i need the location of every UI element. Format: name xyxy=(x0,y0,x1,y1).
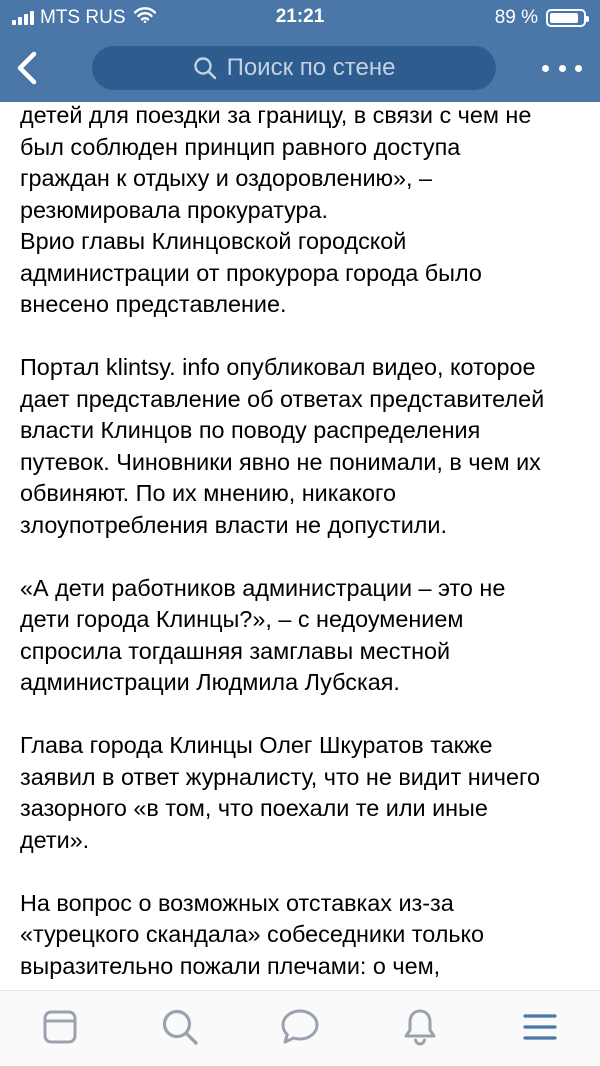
header xyxy=(0,0,600,102)
article-text: детей для поездки за границу, в связи с чем не был соблюден принцип равного доступа граждан к отдыху и оздоровлению», – резюмировала прокуратура. Врио главы Клинцовской городской администрации от прокурора города было внесено представление. Портал klintsy. info опубликовал видео, которое дает представление об ответах представителей власти Клинцов по поводу распределения путевок. Чиновники явно не понимали, в чем их обвиняют. По их мнению, никакого злоупотребления власти не допустили. «А дети работников администрации – это не дети города Клинцы?», – с недоумением спросила тогдашняя замглавы местной администрации Людмила Лубская. Глава города Клинцы Олег Шкуратов также заявил в ответ журналисту, что не видит ничего зазорного «в том, что поехали те или иные дети». На вопрос о возможных отставках из-за «турецкого скандала» собеседники только выразительно пожали плечами: о чем, xyxy=(20,102,545,979)
news-icon xyxy=(42,1009,78,1045)
battery-level xyxy=(550,13,578,23)
search-placeholder: Поиск по стене xyxy=(226,54,396,81)
tab-notifications[interactable] xyxy=(400,1007,440,1047)
chevron-left-icon xyxy=(8,46,52,90)
search-input[interactable] xyxy=(92,46,496,90)
back-button[interactable] xyxy=(8,46,52,90)
status-right xyxy=(495,7,586,29)
article-content xyxy=(20,0,586,990)
tab-search[interactable] xyxy=(160,1007,200,1047)
search-icon xyxy=(193,56,217,80)
status-bar xyxy=(0,0,600,34)
tab-bar xyxy=(0,990,600,1066)
battery-percent: 89 % xyxy=(494,7,538,28)
search-icon xyxy=(161,1008,199,1046)
battery-icon xyxy=(546,9,586,27)
messages-icon xyxy=(280,1008,320,1046)
nav-bar xyxy=(0,34,600,102)
menu-icon xyxy=(522,1011,558,1043)
more-button[interactable] xyxy=(542,56,582,80)
tab-news[interactable] xyxy=(40,1007,80,1047)
carrier-label: MTS RUS xyxy=(40,7,126,28)
more-dots-icon xyxy=(542,65,549,72)
tab-messages[interactable] xyxy=(280,1007,320,1047)
status-time: 21:21 xyxy=(275,6,325,27)
notifications-icon xyxy=(402,1007,438,1047)
more-dot xyxy=(559,65,566,72)
more-dot xyxy=(575,65,582,72)
tab-menu[interactable] xyxy=(520,1007,560,1047)
